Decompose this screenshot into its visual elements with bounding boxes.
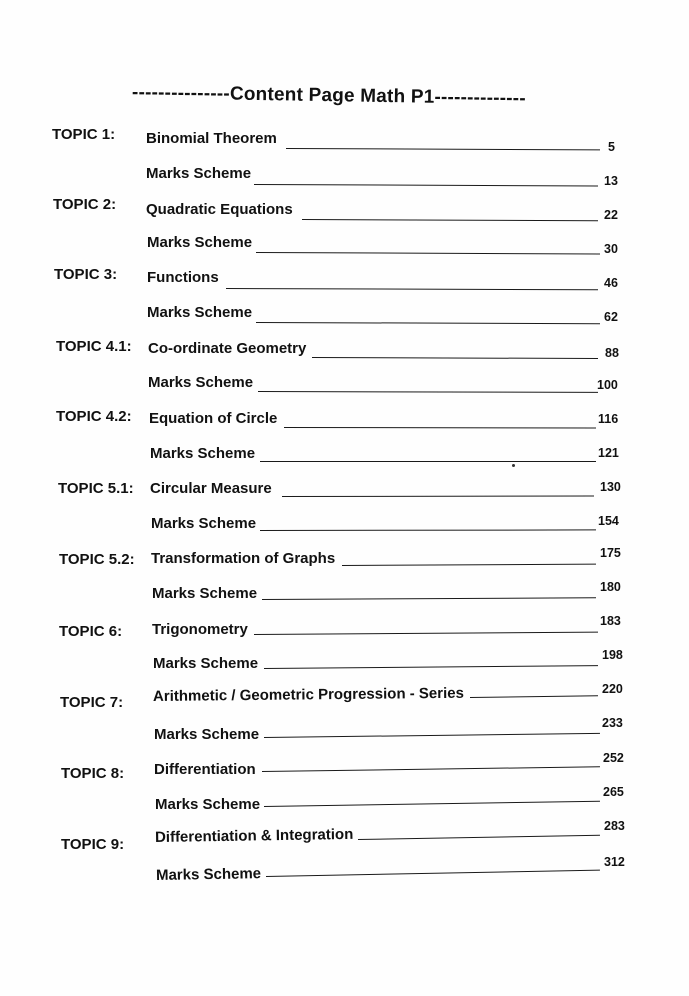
topic-label: TOPIC 8:	[61, 765, 125, 782]
leader-line	[258, 391, 598, 393]
leader-line	[302, 219, 598, 221]
marks-scheme-title: Marks Scheme	[148, 374, 254, 391]
leader-line	[260, 529, 596, 531]
marks-scheme-title: Marks Scheme	[147, 304, 253, 321]
topic-label: TOPIC 7:	[60, 694, 124, 711]
page-number: 5	[608, 140, 615, 154]
page-number: 180	[600, 580, 621, 594]
page-number: 100	[597, 378, 618, 392]
topic-label: TOPIC 1:	[52, 126, 116, 143]
leader-line	[262, 766, 600, 772]
topic-title: Trigonometry	[152, 621, 248, 638]
topic-label: TOPIC 9:	[61, 836, 125, 853]
topic-title: Binomial Theorem	[146, 130, 277, 147]
topic-label: TOPIC 6:	[59, 623, 123, 640]
leader-line	[342, 564, 596, 566]
leader-line	[282, 495, 594, 497]
topic-title: Equation of Circle	[149, 410, 278, 427]
page-number: 154	[598, 514, 619, 528]
page-number: 116	[598, 412, 619, 426]
topic-label: TOPIC 2:	[53, 196, 117, 213]
marks-scheme-title: Marks Scheme	[147, 234, 253, 251]
ink-speck	[512, 464, 515, 467]
leader-line	[312, 357, 598, 359]
page-number: 22	[604, 208, 618, 222]
leader-line	[260, 461, 596, 462]
leader-line	[286, 148, 600, 150]
page-number: 252	[603, 751, 624, 765]
topic-label: TOPIC 3:	[54, 266, 118, 283]
leader-line	[284, 427, 596, 429]
leader-line	[256, 252, 600, 255]
page-number: 265	[603, 785, 624, 799]
marks-scheme-title: Marks Scheme	[153, 655, 259, 672]
leader-line	[254, 632, 598, 635]
page-number: 220	[602, 682, 623, 696]
leader-line	[264, 801, 600, 807]
leader-line	[470, 695, 598, 698]
page-number: 183	[600, 614, 621, 628]
topic-title: Quadratic Equations	[146, 201, 293, 218]
page-number: 283	[604, 819, 625, 833]
topic-label: TOPIC 5.1:	[58, 480, 134, 497]
topic-label: TOPIC 4.2:	[56, 408, 132, 425]
page-number: 130	[600, 480, 621, 494]
page-title: ---------------Content Page Math P1--------------	[131, 82, 526, 110]
marks-scheme-title: Marks Scheme	[155, 865, 262, 884]
page-number: 13	[604, 174, 618, 188]
page-number: 175	[600, 546, 621, 560]
page-number: 312	[604, 855, 625, 869]
leader-line	[358, 835, 600, 840]
page-number: 30	[604, 242, 618, 256]
topic-title: Differentiation	[154, 761, 256, 778]
leader-line	[266, 870, 600, 877]
page-number: 62	[604, 310, 618, 324]
topic-label: TOPIC 4.1:	[56, 338, 132, 355]
topic-label: TOPIC 5.2:	[59, 551, 135, 568]
leader-line	[256, 322, 600, 324]
leader-line	[226, 288, 598, 290]
topic-title: Co-ordinate Geometry	[148, 340, 307, 357]
marks-scheme-title: Marks Scheme	[146, 165, 252, 182]
page-number: 198	[602, 648, 623, 662]
topic-title: Functions	[147, 269, 219, 286]
leader-line	[264, 733, 600, 738]
page-number: 233	[602, 716, 623, 730]
page-number: 121	[598, 446, 619, 460]
topic-title: Arithmetic / Geometric Progression - Series	[152, 684, 465, 705]
leader-line	[254, 184, 598, 187]
marks-scheme-title: Marks Scheme	[152, 585, 258, 602]
marks-scheme-title: Marks Scheme	[154, 726, 260, 743]
page-number: 88	[605, 346, 619, 360]
leader-line	[264, 665, 598, 669]
page-number: 46	[604, 276, 618, 290]
marks-scheme-title: Marks Scheme	[155, 796, 261, 813]
topic-title: Differentiation & Integration	[154, 825, 354, 846]
leader-line	[262, 597, 596, 600]
marks-scheme-title: Marks Scheme	[151, 515, 257, 532]
topic-title: Transformation of Graphs	[151, 550, 336, 567]
topic-title: Circular Measure	[150, 480, 272, 497]
marks-scheme-title: Marks Scheme	[150, 445, 256, 462]
